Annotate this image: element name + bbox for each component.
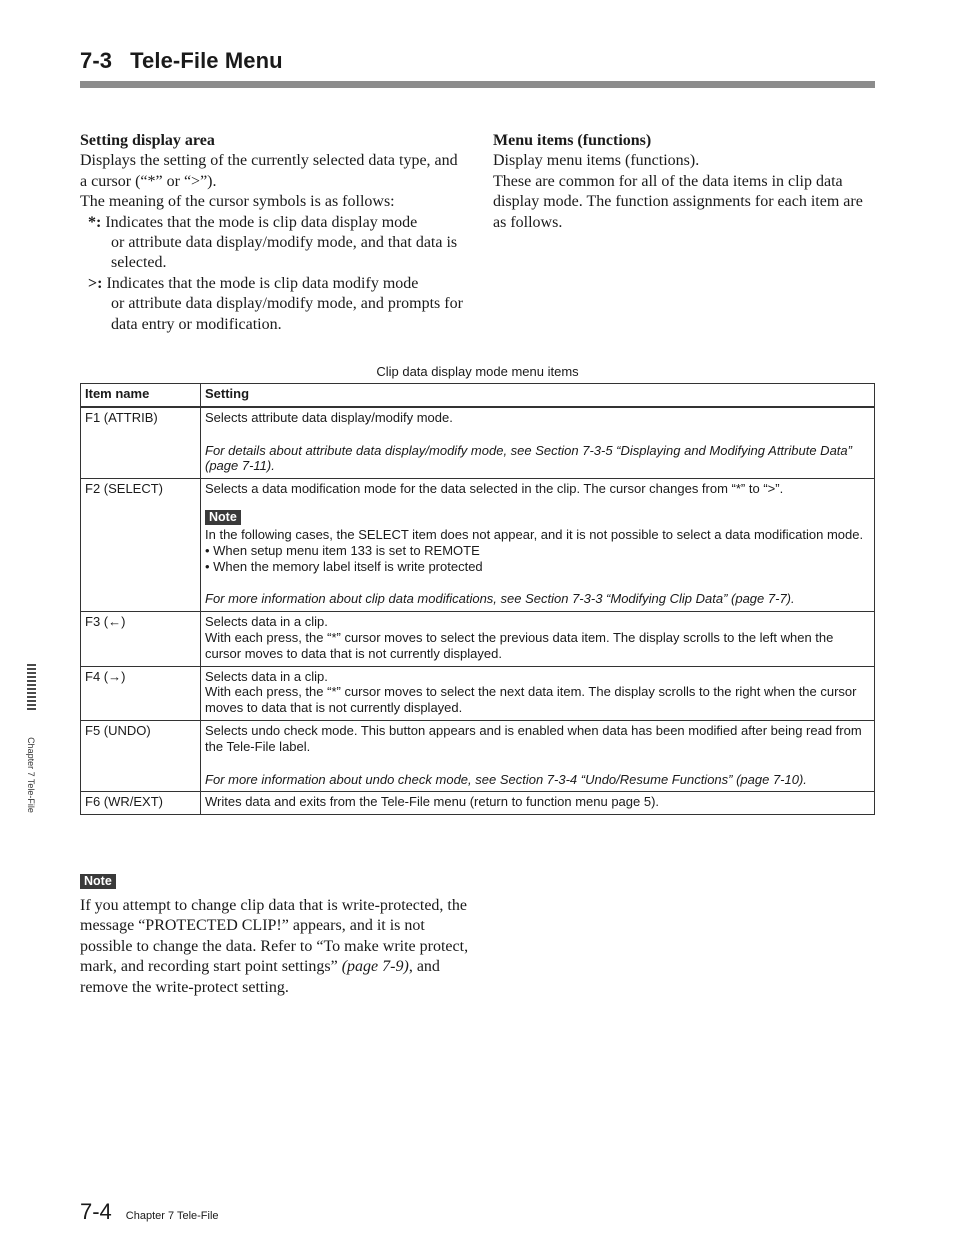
bullet-item: • When the memory label itself is write protected	[205, 558, 483, 574]
side-chapter-label: Chapter 7 Tele-File	[26, 737, 36, 813]
menu-items-table	[80, 383, 875, 815]
header-setting: Setting	[201, 384, 875, 407]
footer-chapter: Chapter 7 Tele-File	[125, 1210, 219, 1222]
setting-cell: Selects data in a clip. With each press, the “*” cursor moves to select the next data item. The display scrolls to the right when the cursor moves to data that is not currently displayed.	[201, 666, 875, 720]
item-name: F5 (UNDO)	[81, 720, 201, 791]
cross-reference: For details about attribute data display/modify mode, see Section 7-3-5 “Displaying and Modifying Attribute Data” (page 7-11).	[205, 442, 852, 474]
table-header-row	[81, 384, 875, 407]
table-row	[81, 720, 875, 791]
header-item-name: Item name	[81, 384, 201, 407]
cross-reference: For more information about clip data modifications, see Section 7-3-3 “Modifying Clip Data” (page 7-7).	[205, 591, 795, 607]
setting-display-area-heading: Setting display area	[80, 132, 215, 149]
table-row	[81, 407, 875, 479]
item-name: F6 (WR/EXT)	[81, 792, 201, 815]
setting-cell: Selects a data modification mode for the data selected in the clip. The cursor changes from “*” to “>”. Note In the following cases, the SELECT item does not appear, and it is not possible to select a data modification mode. • When setup menu item 133 is set to REMOTE • When the memory label itself is write protected For more information about clip data modifications, see Section 7-3-3 “Modifying Clip Data” (page 7-7).	[201, 479, 875, 612]
setting-cell: Selects undo check mode. This button appears and is enabled when data has been modified after being read from the Tele-File label. For more information about undo check mode, see Section 7-3-4 “Undo/Resume Functions” (page 7-10).	[201, 720, 875, 791]
setting-cell: Writes data and exits from the Tele-File menu (return to function menu page 5).	[201, 792, 875, 815]
bullet-item: • When setup menu item 133 is set to REMOTE	[205, 542, 480, 558]
setting-cell: Selects attribute data display/modify mode. For details about attribute data display/modify mode, see Section 7-3-5 “Displaying and Modifying Attribute Data” (page 7-11).	[201, 407, 875, 479]
setting-display-area-section	[80, 131, 465, 335]
note-label: Note	[205, 510, 241, 525]
menu-items-heading: Menu items (functions)	[493, 132, 652, 149]
cross-reference: For more information about undo check mode, see Section 7-3-4 “Undo/Resume Functions” (page 7-10).	[205, 771, 807, 787]
item-name: F4 (→)	[81, 666, 201, 720]
section-number: 7-3	[80, 48, 113, 73]
table-row	[81, 612, 875, 666]
table-caption: Clip data display mode menu items	[376, 364, 579, 379]
cursor-symbol-asterisk-desc: or attribute data display/modify mode, and that data is selected.	[111, 234, 458, 272]
note-text: If you attempt to change clip data that is write-protected, the message “PROTECTED CLIP!” appears, and it is not possible to change the data. Refer to “To make write protect, mark, and recording start point settings” (page 7-9), and remove the write-protect setting.	[80, 897, 469, 996]
cursor-symbol-greater-desc: or attribute data display/modify mode, and prompts for data entry or modification.	[111, 295, 463, 333]
header-rule	[80, 81, 875, 88]
setting-cell: Selects data in a clip. With each press, the “*” cursor moves to select the previous data item. The display scrolls to the left when the cursor moves to data that is not currently displayed.	[201, 612, 875, 666]
cursor-symbol-greater: >: Indicates that the mode is clip data modify mode	[88, 274, 419, 292]
menu-items-section	[493, 131, 878, 233]
table-row	[81, 666, 875, 720]
table-row	[81, 479, 875, 612]
section-title: Tele-File Menu	[130, 48, 283, 73]
note-block	[80, 872, 470, 998]
item-name: F2 (SELECT)	[81, 479, 201, 612]
cursor-symbol-asterisk: *: Indicates that the mode is clip data display mode	[88, 213, 418, 231]
menu-items-para1: Display menu items (functions).	[493, 152, 700, 170]
setting-display-area-para1: Displays the setting of the currently selected data type, and a cursor (“*” or “>”).	[80, 152, 458, 190]
page-title	[80, 48, 283, 74]
chapter-thumb-tab	[27, 664, 36, 712]
page-footer	[80, 1199, 219, 1225]
setting-display-area-para2: The meaning of the cursor symbols is as follows:	[80, 193, 395, 211]
item-name: F1 (ATTRIB)	[81, 407, 201, 479]
table-row	[81, 792, 875, 815]
page-number: 7-4	[80, 1199, 112, 1224]
item-name: F3 (←)	[81, 612, 201, 666]
page-reference: (page 7-9)	[341, 958, 409, 976]
note-label: Note	[80, 874, 116, 889]
menu-items-para2: These are common for all of the data items in clip data display mode. The function assignments for each item are as follows.	[493, 172, 863, 231]
